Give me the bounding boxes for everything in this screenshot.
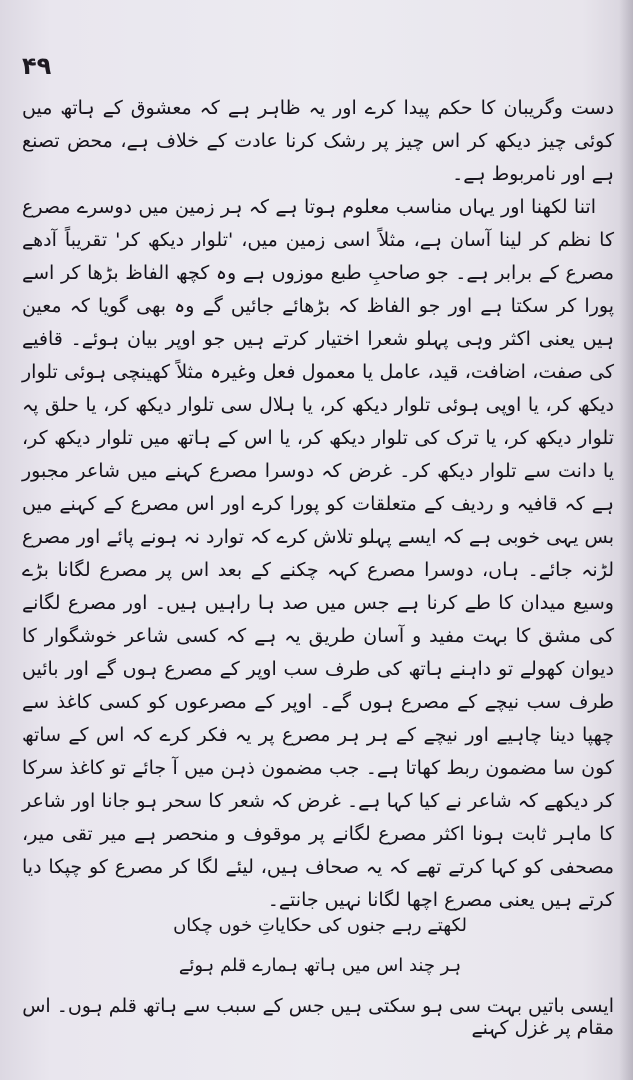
page-number: ۴۹ (22, 52, 52, 80)
body-text (22, 92, 614, 917)
page-edge-shadow (619, 0, 633, 1080)
paragraph-2: اتنا لکھنا اور یہاں مناسب معلوم ہوتا ہے کہ ہر زمین میں دوسرے مصرع کا نظم کر لینا آسان ہے، مثلاً اسی زمین میں، 'تلوار دیکھ کر' تقریباً آدھے مصرع کے برابر ہے۔ جو صاحبِ طبع موزوں ہے وہ کچھ الفاظ بڑھا کر اسے پورا کر سکتا ہے اور جو الفاظ کہ بڑھائے جائیں گے وہ بھی گویا کہ معین ہیں یعنی اکثر وہی پہلو شعرا اختیار کرتے ہیں جو اوپر بیان ہوئے۔ قافیے کی صفت، اضافت، قید، عامل یا معمول فعل وغیرہ مثلاً کھینچی ہوئی تلوار دیکھ کر، یا اوپی ہوئی تلوار دیکھ کر، یا ہلال سی تلوار دیکھ کر، یا حلق پہ تلوار دیکھ کر، یا ترک کی تلوار دیکھ کر، یا اس کے ہاتھ میں تلوار دیکھ کر، یا دانت سے تلوار دیکھ کر۔ غرض کہ دوسرا مصرع کہنے میں شاعر مجبور ہے کہ قافیہ و ردیف کے متعلقات کو پورا کرے اور اس مصرع کے کہنے میں بس یہی خوبی ہے کہ ایسے پہلو تلاش کرے کہ توارد نہ ہونے پائے اور مصرع لڑنہ جائے۔ ہاں، دوسرا مصرع کہہ چکنے کے بعد اس پر مصرع لگانا بڑے وسیع میدان کا طے کرنا ہے جس میں صد ہا راہیں ہیں۔ اور مصرع لگانے کی مشق کا بہت مفید و آسان طریق یہ ہے کہ کسی شاعر خوشگوار کا دیوان کھولے تو داہنے ہاتھ کی طرف سب اوپر کے مصرع ہوں گے اور بائیں طرف سب نیچے کے مصرع ہوں گے۔ اوپر کے مصرعوں کو کسی کاغذ سے چھپا دینا چاہیے اور نیچے کے ہر ہر مصرع پر یہ فکر کرے کہ اس کے ساتھ کون سا مضمون ربط کھاتا ہے۔ جب مضمون ذہن میں آ جائے تو کاغذ سرکا کر دیکھے کہ شاعر نے کیا کہا ہے۔ غرض کہ شعر کا سحر ہو جانا اور شاعر کا ماہر ثابت ہونا اکثر مصرع لگانے پر موقوف و منحصر ہے میر تقی میر، مصحفی کو کہا کرتے تھے کہ یہ صحاف ہیں، لیئے لگا کر مصرع کو چپکا دیا کرتے ہیں یعنی مصرع اچھا لگانا نہیں جانتے۔ (22, 196, 614, 911)
paragraph-1: دست وگریبان کا حکم پیدا کرے اور یہ ظاہر ہے کہ معشوق کے ہاتھ میں کوئی چیز دیکھ کر اس چیز پر رشک کرنا عادت کے خلاف ہے، محض تصنع ہے اور نامربوط ہے۔ (22, 97, 614, 185)
verse-line-1: لکھتے رہے جنوں کی حکایاتِ خوں چکاں (173, 915, 467, 936)
closing-line: ایسی باتیں بہت سی ہو سکتی ہیں جس کے سبب سے ہاتھ قلم ہوں۔ اس مقام پر غزل کہنے (22, 995, 614, 1039)
verse-line-2: ہر چند اس میں ہاتھ ہمارے قلم ہوئے (178, 955, 462, 976)
